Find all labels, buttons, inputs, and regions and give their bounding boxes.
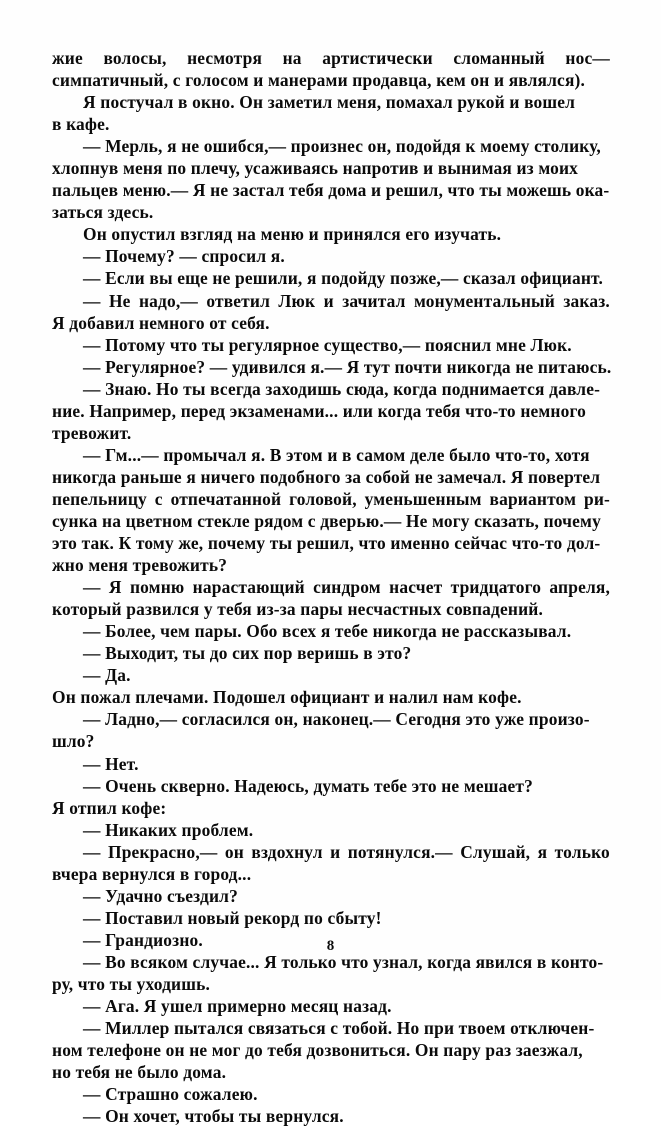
text-word: волосы, [103,48,167,68]
text-line [52,290,610,312]
text-line: — Удачно съездил? [83,885,238,906]
text-word: вздохнул [251,841,323,862]
text-line: — Если вы еще не решили, я подойду позже,— сказал официант. [83,268,603,289]
text-word: он [224,841,244,862]
text-word: апреля, [549,577,610,598]
text-line: — Поставил новый рекорд по сбыту! [83,907,382,928]
text-word: я [537,841,548,862]
text-line: — Страшно сожалею. [83,1084,258,1105]
text-word: с [154,488,163,509]
text-line: это так. К тому же, почему ты решил, что именно сейчас что-то дол- [52,533,601,554]
text-line: — Он хочет, чтобы ты вернулся. [83,1106,344,1127]
text-line: Он опустил взгляд на меню и принялся его изучать. [83,224,502,245]
text-line: ние. Например, перед экзаменами... или когда тебя что-то немного [52,400,586,421]
text-word: насчет [389,577,443,598]
text-word: только [554,841,610,862]
text-line: — Никаких проблем. [83,819,254,840]
text-line: вчера вернулся в город... [52,863,252,884]
text-word: и [323,290,334,311]
text-word: надо,— [138,290,198,311]
text-line [52,576,610,598]
text-line: сунка на цветном стекле рядом с дверью.— Не могу сказать, почему [52,510,601,531]
text-line: — Очень скверно. Надеюсь, думать тебе это не мешает? [83,775,533,796]
text-word: жие [52,48,83,68]
text-word: — [83,290,101,311]
text-word: пепельницу [52,488,147,509]
text-line: — Более, чем пары. Обо всех я тебе никогда не рассказывал. [83,621,572,642]
text-word: синдром [313,577,381,598]
text-line: — Грандиозно. [83,929,203,950]
text-word: монументальный [413,290,555,311]
text-word: — [83,577,101,598]
text-word: ри- [583,488,610,509]
text-line: ру, что ты уходишь. [52,973,210,994]
text-line: симпатичный, с голосом и манерами продавца, кем он и являлся). [52,70,586,91]
text-line [52,488,610,510]
text-word: несмотря [187,48,263,68]
text-word: Слушай, [460,841,531,862]
text-line: жно меня тревожить? [52,555,228,576]
text-word: Прекрасно,— [108,841,218,862]
text-line [52,47,610,69]
text-word: сломанный [453,48,545,68]
text-line: никогда раньше я ничего подобного за собой не замечал. Я повертел [52,466,601,487]
text-line: Я отпил кофе: [52,797,167,818]
text-word: отпечатанной [170,488,282,509]
text-word: Не [108,290,131,311]
text-line: ном телефоне он не мог до тебя дозвониться. Он пару раз заезжал, [52,1040,583,1061]
text-line: который развился у тебя из-за пары несчастных совпадений. [52,599,544,620]
text-line: — Ага. Я ушел примерно месяц назад. [83,996,392,1017]
text-line: — Потому что ты регулярное существо,— пояснил мне Люк. [83,334,572,355]
text-word: и [330,841,341,862]
text-word: на [282,48,302,68]
text-line: — Знаю. Но ты всегда заходишь сюда, когда поднимается давле- [83,378,601,399]
text-line: в кафе. [52,114,110,135]
text-word: вариантом [489,488,577,509]
page-number: 8 [326,938,335,954]
text-word: помню [129,577,185,598]
text-word: тридцатого [450,577,542,598]
text-line: — Миллер пытался связаться с тобой. Но при твоем отключен- [83,1018,595,1039]
text-word: головой, [289,488,357,509]
text-word: Я [108,577,122,598]
text-line: — Регулярное? — удивился я.— Я тут почти никогда не питаюсь. [83,356,612,377]
text-line: Он пожал плечами. Подошел официант и налил нам кофе. [52,687,522,708]
text-line: пальцев меню.— Я не застал тебя дома и решил, что ты можешь ока- [52,180,610,201]
text-word: — [83,841,101,862]
text-line: — Нет. [83,753,139,774]
text-word: Люк [278,290,316,311]
text-word: ответил [206,290,271,311]
page-text-body [52,47,610,1127]
text-line: но тебя не было дома. [52,1062,227,1083]
text-line: заться здесь. [52,202,154,223]
text-line: хлопнув меня по плечу, усаживаясь напротив и вынимая из моих [52,158,579,179]
text-line: — Почему? — спросил я. [83,246,285,267]
text-line: шло? [52,731,95,752]
text-line: — Во всяком случае... Я только что узнал, когда явился в конто- [83,951,604,972]
text-line: — Выходит, ты до сих пор веришь в это? [83,643,412,664]
text-line: — Гм...— промычал я. В этом и в самом деле было что-то, хотя [83,444,590,465]
text-word: нос— [565,48,610,68]
text-line: Я добавил немного от себя. [52,312,270,333]
text-word: артистически [322,48,433,68]
text-line: — Ладно,— согласился он, наконец.— Сегодня это уже произо- [83,709,590,730]
text-line: Я постучал в окно. Он заметил меня, помахал рукой и вошел [83,92,576,113]
text-line: — Мерль, я не ошибся,— произнес он, подойдя к моему столику, [83,136,601,157]
text-line: тревожит. [52,422,132,443]
text-word: зачитал [342,290,406,311]
text-word: потянулся.— [347,841,453,862]
text-line [52,841,610,863]
text-word: нарастающий [192,577,305,598]
text-line: — Да. [83,665,131,686]
text-word: заказ. [563,290,610,311]
text-word: уменьшенным [364,488,482,509]
